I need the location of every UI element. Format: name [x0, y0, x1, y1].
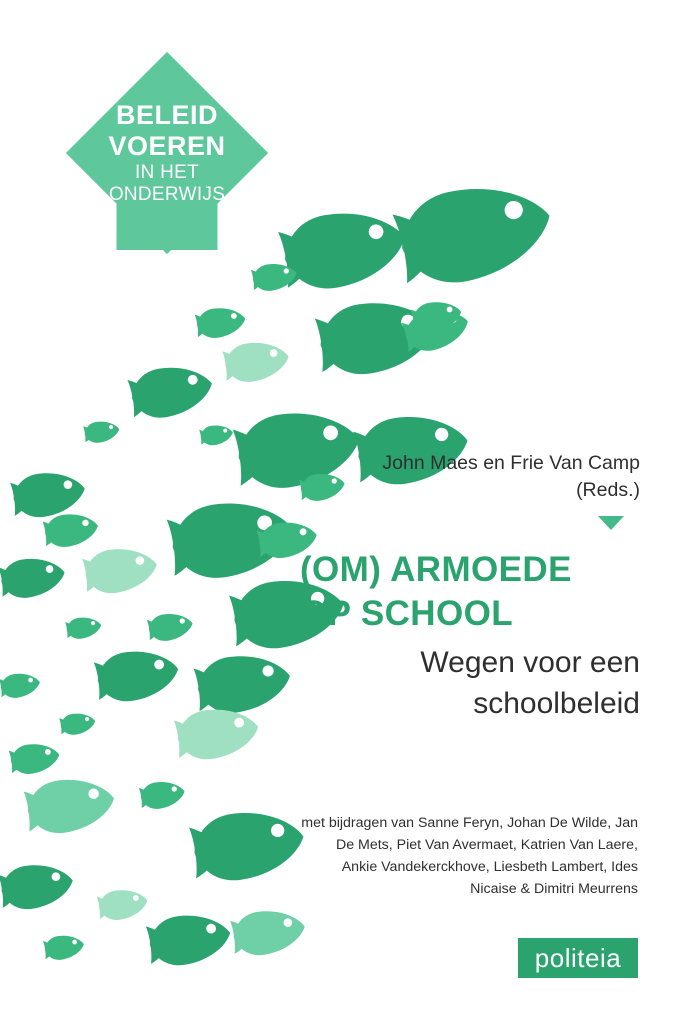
fish-icon: [81, 541, 161, 599]
fish-icon: [0, 857, 77, 915]
fish-icon: [96, 885, 150, 924]
fish-icon: [194, 303, 248, 342]
subtitle: [300, 643, 640, 724]
fish-icon: [173, 700, 264, 766]
fish-icon: [126, 357, 218, 425]
fish-icon: [65, 614, 104, 642]
fish-icon: [42, 508, 102, 551]
fish-icon: [250, 259, 299, 295]
badge-line-3: IN HET: [134, 162, 200, 184]
fish-icon: [83, 418, 122, 446]
fish-icon: [389, 167, 563, 299]
subtitle-line-1: Wegen voor een: [420, 646, 640, 679]
fish-icon: [93, 642, 184, 708]
contributors: met bijdragen van Sanne Feryn, Johan De Wilde, Jan De Mets, Piet Van Avermaet, Katrien Van Laere, Ankie Vandekerckhove, Liesbeth Lambert, Ides Nicaise & Dimitri Meurrens: [301, 815, 638, 897]
badge-line-2: VOEREN: [108, 130, 226, 161]
fish-icon: [229, 903, 309, 961]
publisher-logo: politeia: [518, 938, 638, 978]
fish-icon: [138, 777, 187, 813]
badge-line-1: BELEID: [115, 99, 218, 130]
fish-icon: [0, 552, 69, 604]
subtitle-line-2: schoolbeleid: [473, 686, 640, 720]
fish-icon: [146, 609, 195, 645]
fish-icon: [8, 739, 62, 778]
fish-icon: [0, 669, 42, 701]
fish-icon: [59, 710, 98, 738]
fish-icon: [199, 422, 235, 448]
fish-icon: [42, 931, 86, 963]
page-title: [300, 548, 640, 636]
badge-line-4: ONDERWIJS: [108, 184, 226, 206]
title-line-2: OP SCHOOL: [300, 593, 513, 633]
authors: John Maes en Frie Van Camp (Reds.): [382, 452, 640, 502]
triangle-marker-icon: [598, 516, 624, 530]
fish-icon: [22, 770, 119, 840]
series-badge: [66, 52, 268, 254]
fish-icon: [145, 906, 236, 972]
badge-text: [66, 52, 268, 254]
fish-icon: [187, 800, 310, 889]
fish-icon: [221, 336, 292, 388]
title-line-1: (OM) ARMOEDE: [300, 550, 572, 589]
